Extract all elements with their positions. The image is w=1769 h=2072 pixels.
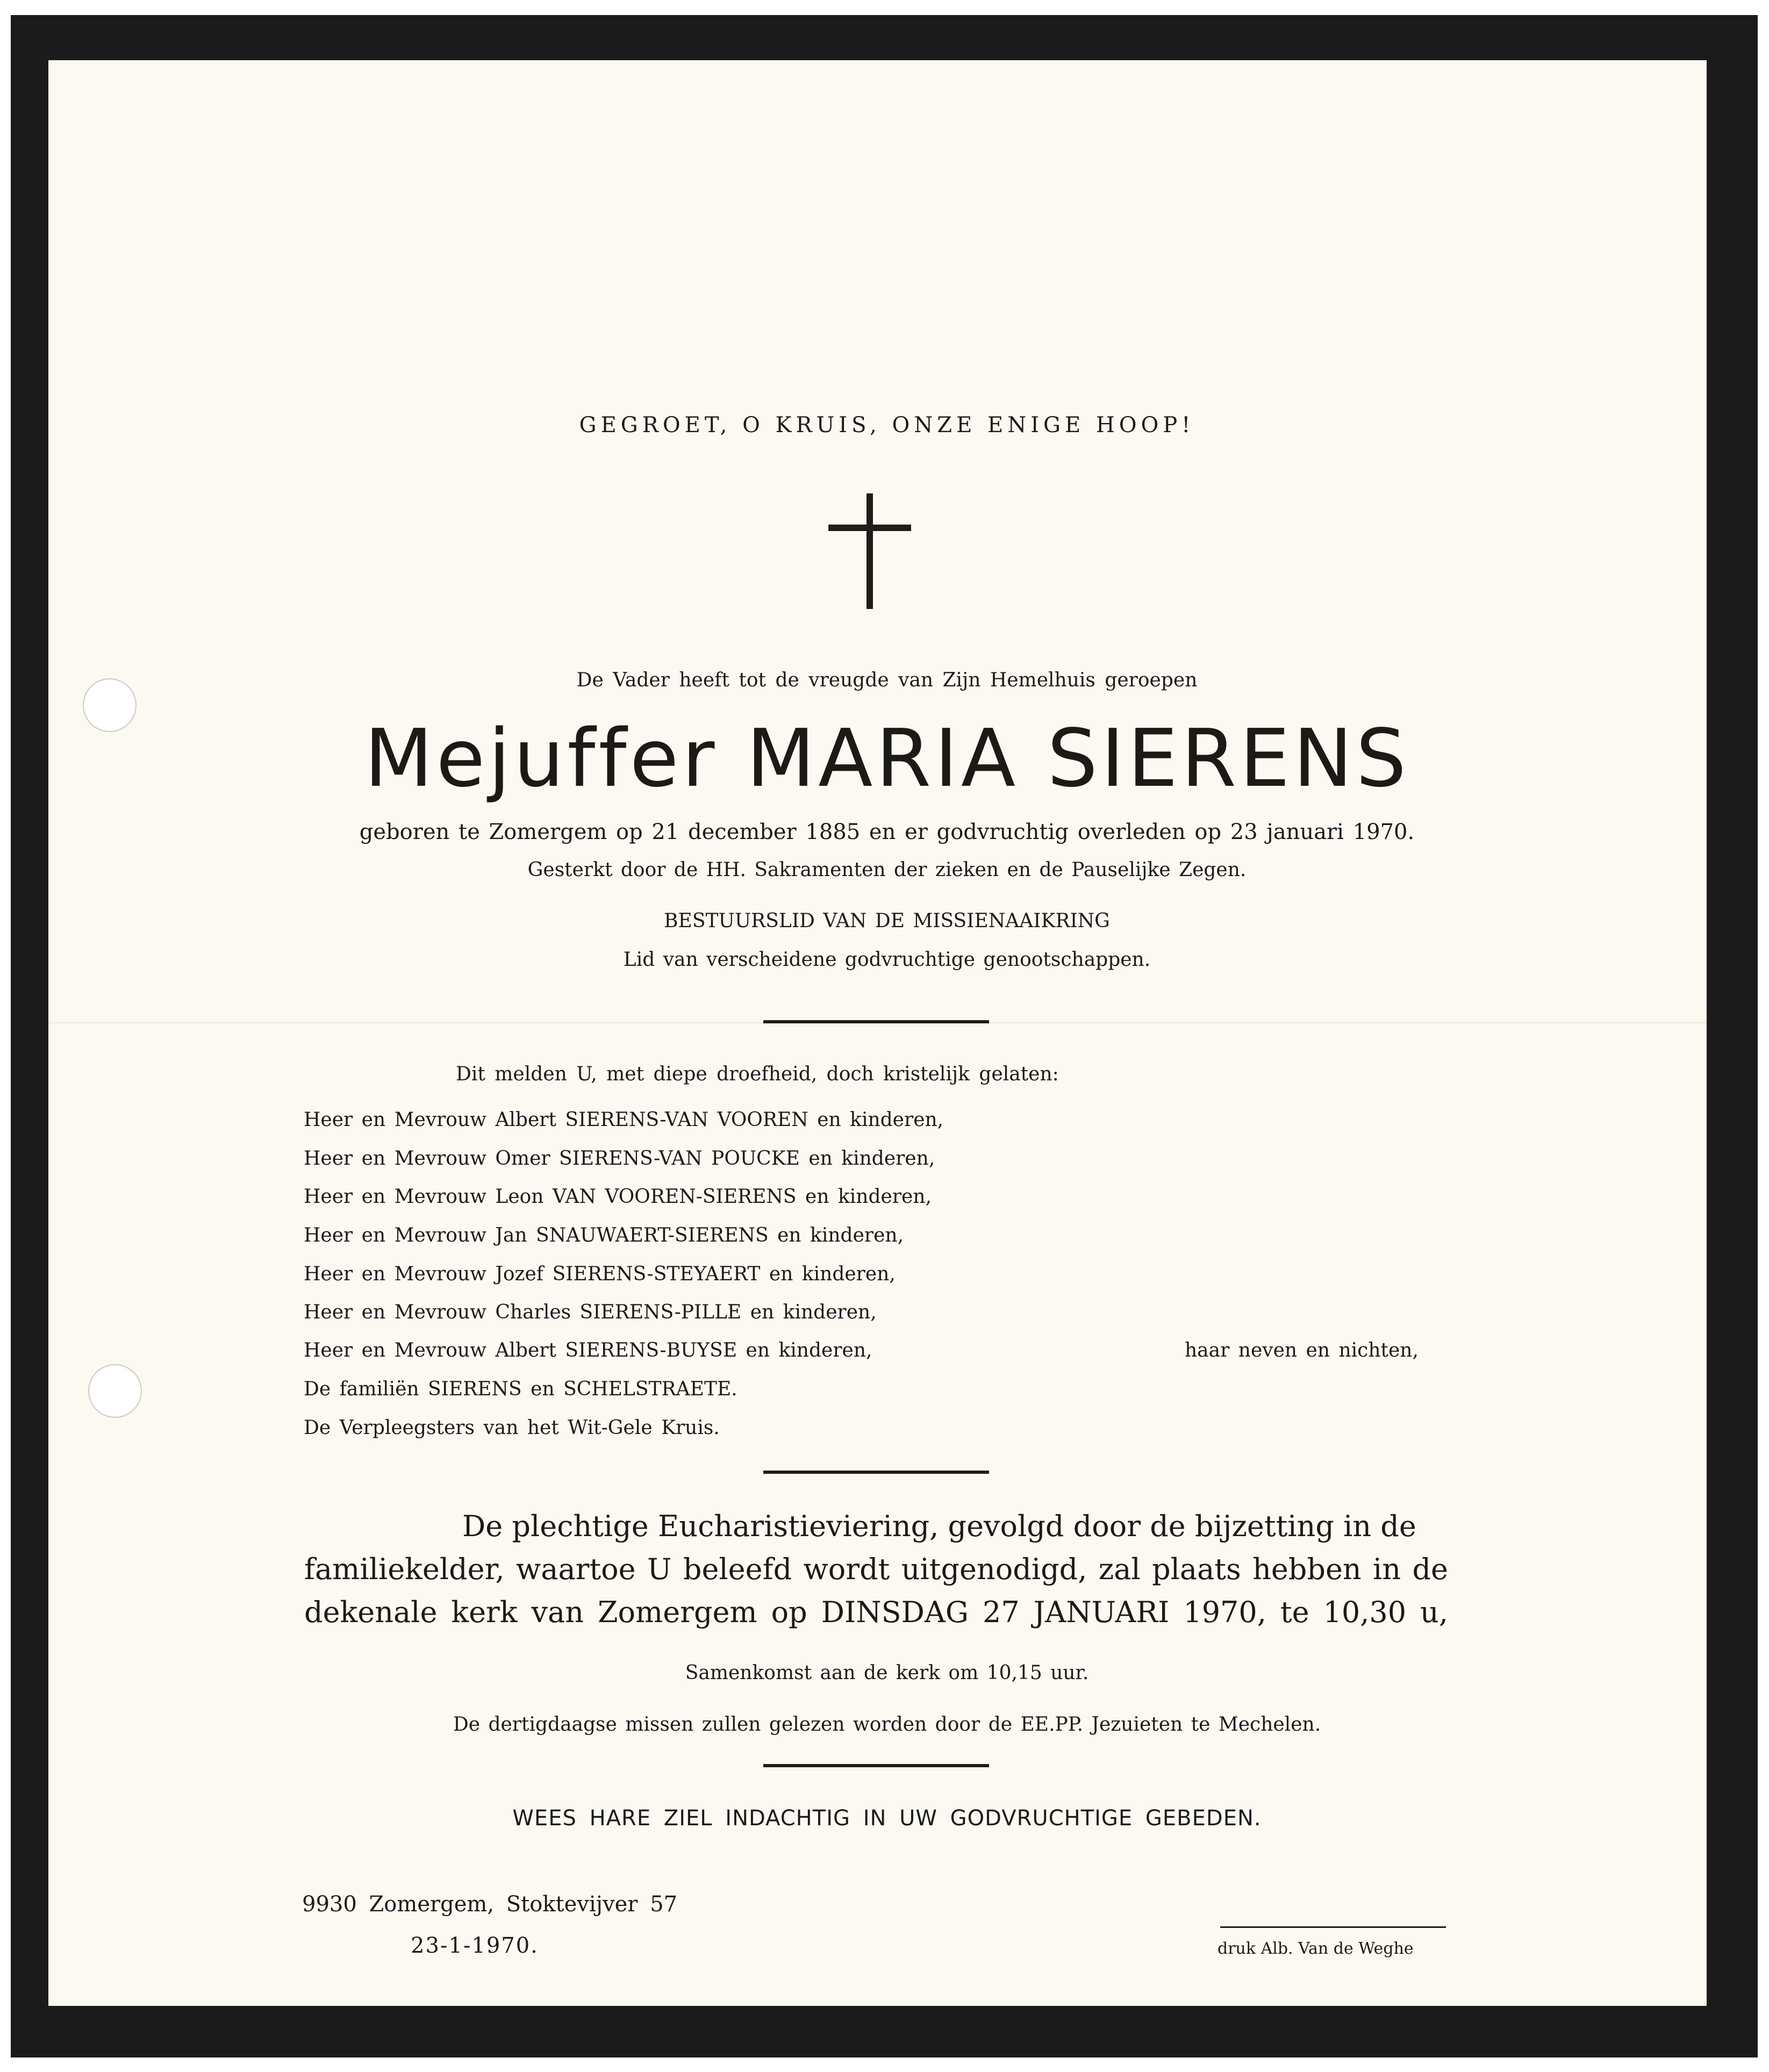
deceased-name: Mejuffer MARIA SIERENS bbox=[364, 712, 1410, 805]
mourner-line: Heer en Mevrouw Albert SIERENS-VAN VOOREN en kinderen, bbox=[304, 1109, 944, 1131]
divider-3 bbox=[763, 1764, 989, 1767]
mourner-line: De familiën SIERENS en SCHELSTRAETE. bbox=[304, 1378, 737, 1400]
address: 9930 Zomergem, Stoktevijver 57 bbox=[302, 1892, 678, 1917]
announcement-line: Dit melden U, met diepe droefheid, doch kristelijk gelaten: bbox=[456, 1063, 1059, 1085]
service-line-1: De plechtige Eucharistieviering, gevolgd door de bijzetting in de bbox=[462, 1509, 1416, 1543]
mourner-line: Heer en Mevrouw Jozef SIERENS-STEYAERT en kinderen, bbox=[304, 1263, 896, 1285]
service-line-2: familiekelder, waartoe U beleefd wordt uitgenodigd, zal plaats hebben in de bbox=[304, 1552, 1448, 1586]
nieces-nephews-line: haar neven en nichten, bbox=[1185, 1339, 1419, 1361]
member-line: Lid van verscheidene godvruchtige genootschappen. bbox=[623, 949, 1151, 971]
birth-death-line: geboren te Zomergem op 21 december 1885 en er godvruchtig overleden op 23 januari 1970. bbox=[359, 820, 1415, 844]
divider-2 bbox=[763, 1471, 989, 1474]
punch-hole-top bbox=[83, 678, 137, 732]
cross-icon-vertical bbox=[866, 493, 873, 609]
mourner-line: De Verpleegsters van het Wit-Gele Kruis. bbox=[304, 1417, 720, 1439]
date: 23-1-1970. bbox=[411, 1933, 539, 1958]
printer-credit: druk Alb. Van de Weghe bbox=[1217, 1939, 1414, 1958]
divider-1 bbox=[763, 1020, 989, 1023]
intro-line: De Vader heeft tot de vreugde van Zijn Hemelhuis geroepen bbox=[576, 669, 1198, 691]
mourner-line: Heer en Mevrouw Charles SIERENS-PILLE en kinderen, bbox=[304, 1301, 877, 1323]
mourner-line: Heer en Mevrouw Omer SIERENS-VAN POUCKE en kinderen, bbox=[304, 1148, 935, 1170]
board-member-line: BESTUURSLID VAN DE MISSIENAAIKRING bbox=[664, 910, 1110, 932]
gathering-line: Samenkomst aan de kerk om 10,15 uur. bbox=[685, 1662, 1089, 1684]
cross-icon-horizontal bbox=[828, 525, 911, 531]
mourner-line: Heer en Mevrouw Leon VAN VOOREN-SIERENS en kinderen, bbox=[304, 1186, 932, 1208]
mourner-line: Heer en Mevrouw Jan SNAUWAERT-SIERENS en kinderen, bbox=[304, 1224, 904, 1246]
sacraments-line: Gesterkt door de HH. Sakramenten der zieken en de Pauselijke Zegen. bbox=[527, 859, 1247, 881]
printer-rule bbox=[1220, 1926, 1446, 1928]
motto: GEGROET, O KRUIS, ONZE ENIGE HOOP! bbox=[579, 413, 1195, 438]
prayer-line: WEES HARE ZIEL INDACHTIG IN UW GODVRUCHTIGE GEBEDEN. bbox=[512, 1806, 1262, 1831]
punch-hole-bottom bbox=[88, 1364, 142, 1418]
masses-line: De dertigdaagse missen zullen gelezen worden door de EE.PP. Jezuieten te Mechelen. bbox=[453, 1713, 1321, 1736]
mourner-line: Heer en Mevrouw Albert SIERENS-BUYSE en kinderen, bbox=[304, 1339, 872, 1361]
service-line-3: dekenale kerk van Zomergem op DINSDAG 27 JANUARI 1970, te 10,30 u, bbox=[304, 1595, 1448, 1629]
